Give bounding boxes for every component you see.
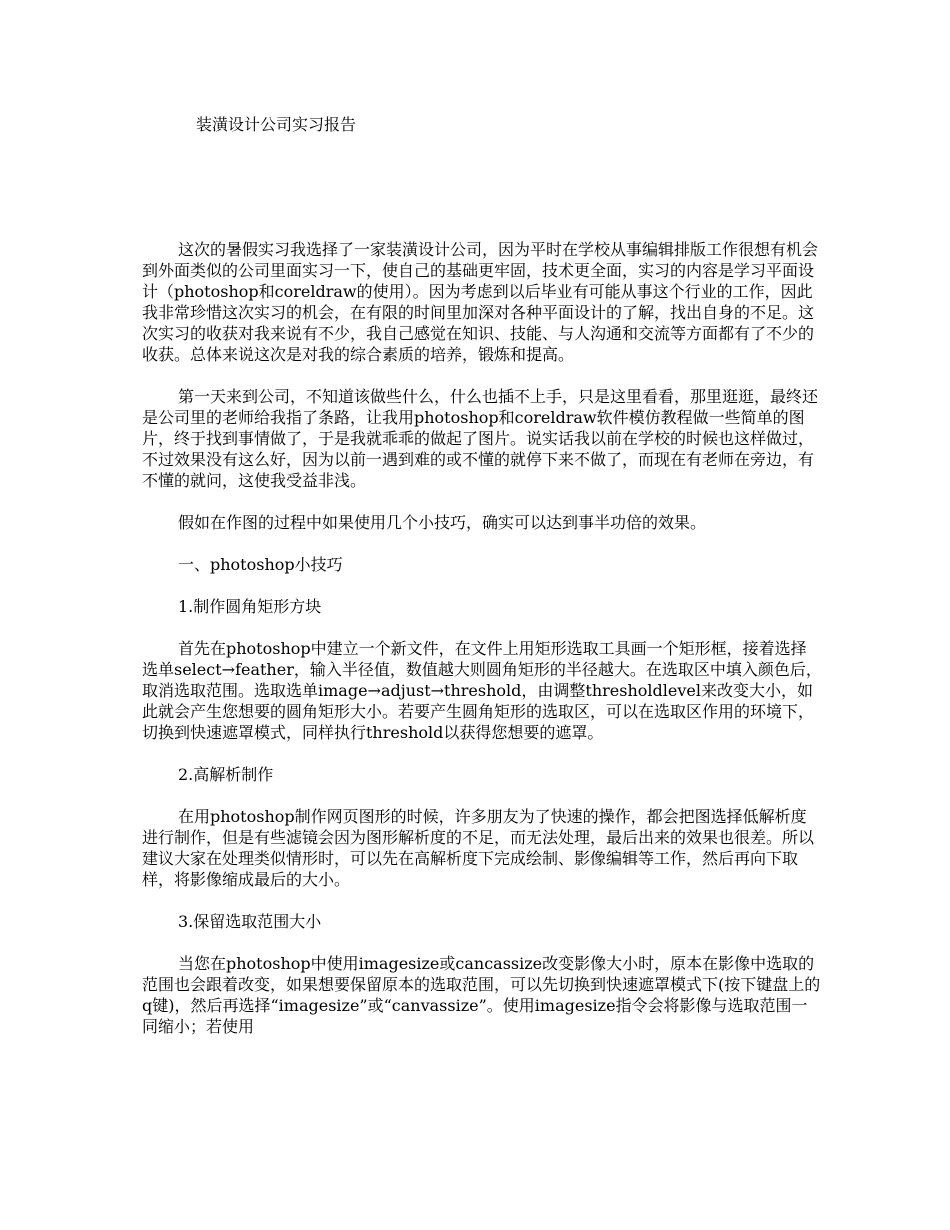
document-title: 装潢设计公司实习报告 [196, 115, 357, 134]
paragraph-high-resolution: 在用photoshop制作网页图形的时候，许多朋友为了快速的操作，都会把图选择低解析度进行制作，但是有些滤镜会因为图形解析度的不足，而无法处理，最后出来的效果也很差。所以建议大家在处理类似情形时，可以先在高解析度下完成绘制、影像编辑等工作，然后再向下取样，将影像缩成最后的大小。 [142, 807, 815, 889]
subheading-rounded-rectangle: 1.制作圆角矩形方块 [178, 597, 322, 616]
paragraph-tips-intro: 假如在作图的过程中如果使用几个小技巧，确实可以达到事半功倍的效果。 [178, 513, 707, 532]
document-body [142, 239, 822, 1037]
subheading-keep-selection: 3.保留选取范围大小 [178, 912, 322, 931]
subheading-high-resolution: 2.高解析制作 [178, 765, 274, 784]
section-heading-photoshop-tips: 一、photoshop小技巧 [178, 555, 343, 574]
paragraph-rounded-rectangle: 首先在photoshop中建立一个新文件，在文件上用矩形选取工具画一个矩形框，接着选择选单select→feather，输入半径值，数值越大则圆角矩形的半径越大。在选取区中填入颜色后，取消选取范围。选取选单image→adjust→threshold，由调整thresholdlevel来改变大小，如此就会产生您想要的圆角矩形大小。若要产生圆角矩形的选取区，可以在选取区作用的环境下，切换到快速遮罩模式，同样执行threshold以获得您想要的遮罩。 [142, 639, 822, 742]
paragraph-intro: 这次的暑假实习我选择了一家装潢设计公司，因为平时在学校从事编辑排版工作很想有机会到外面类似的公司里面实习一下，使自己的基础更牢固，技术更全面，实习的内容是学习平面设计（photoshop和coreldraw的使用）。因为考虑到以后毕业有可能从事这个行业的工作，因此我非常珍惜这次实习的机会，在有限的时间里加深对各种平面设计的了解，找出自身的不足。这次实习的收获对我来说有不少，我自己感觉在知识、技能、与人沟通和交流等方面都有了不少的收获。总体来说这次是对我的综合素质的培养，锻炼和提高。 [142, 240, 819, 364]
paragraph-keep-selection: 当您在photoshop中使用imagesize或cancassize改变影像大小时，原本在影像中选取的范围也会跟着改变，如果想要保留原本的选取范围，可以先切换到快速遮罩模式下(按下键盘上的q键)，然后再选择“imagesize”或“canvassize”。使用imagesize指令会将影像与选取范围一同缩小；若使用 [142, 954, 821, 1036]
paragraph-first-day: 第一天来到公司，不知道该做些什么，什么也插不上手，只是这里看看，那里逛逛，最终还是公司里的老师给我指了条路，让我用photoshop和coreldraw软件模仿教程做一些简单的图片，终于找到事情做了，于是我就乖乖的做起了图片。说实话我以前在学校的时候也这样做过，不过效果没有这么好，因为以前一遇到难的或不懂的就停下来不做了，而现在有老师在旁边，有不懂的就问，这使我受益非浅。 [142, 387, 819, 490]
